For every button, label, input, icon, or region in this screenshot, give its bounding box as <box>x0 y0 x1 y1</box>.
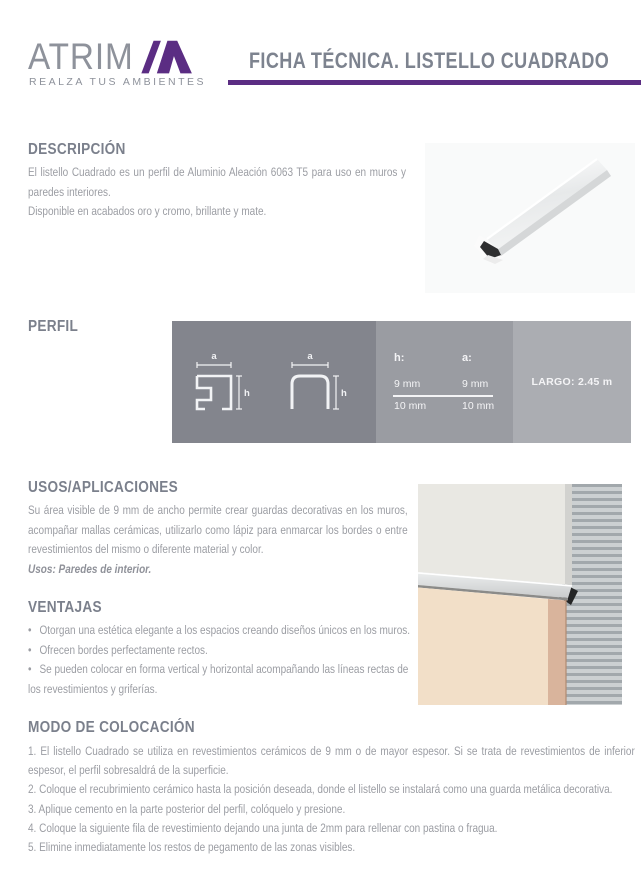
bullet-icon: • <box>28 642 32 657</box>
ventajas-bullet-2: Ofrecen bordes perfectamente rectos. <box>39 642 208 657</box>
dim-label-a-2: a <box>307 351 313 362</box>
largo-value: LARGO: 2.45 m <box>531 376 613 388</box>
descripcion-paragraph-1: El listello Cuadrado es un perfil de Aluminio Aleación 6063 T5 para uso en muros y paredes interiores. <box>28 165 407 199</box>
section-heading-perfil: PERFIL <box>28 318 79 335</box>
list-item <box>28 621 415 641</box>
modo-step-5: 5. Elimine inmediatamente los restos de pegamento de las zonas visibles. <box>28 840 356 855</box>
descripcion-paragraph-2: Disponible en acabados oro y cromo, brillante y mate. <box>28 204 267 218</box>
section-heading-ventajas: VENTAJAS <box>28 599 102 616</box>
brand-logo <box>28 36 193 78</box>
perfil-panel <box>172 321 631 443</box>
list-item <box>28 660 415 699</box>
ventajas-list <box>28 621 415 699</box>
brand-tagline: REALZA TUS AMBIENTES <box>29 76 207 88</box>
dim-a-value-1: 9 mm <box>462 378 489 390</box>
title-underline <box>228 80 641 85</box>
dim-label-a-1: a <box>211 351 217 362</box>
dim-label-h-2: h <box>341 388 347 399</box>
modo-step-2: 2. Coloque el recubrimiento cerámico hasta la posición deseada, donde el listello se instalará como una guarda metálica decorativa. <box>28 782 613 797</box>
modo-steps <box>28 742 635 857</box>
section-heading-descripcion: DESCRIPCIÓN <box>28 141 126 158</box>
dimension-divider-line <box>393 395 493 397</box>
usos-paragraph: Su área visible de 9 mm de ancho permite crear guardas decorativas en los muros, acompañar mallas cerámicas, utilizarlo como lápiz para enmarcar los bordes o entre revestimientos del mismo o diferente material y color. <box>28 503 408 556</box>
brand-wordmark: ATRIM <box>28 36 134 77</box>
descripcion-body <box>28 163 406 222</box>
bullet-icon: • <box>28 623 32 637</box>
product-photo-listello <box>425 143 635 293</box>
ventajas-bullet-1: Otorgan una estética elegante a los espacios creando diseños únicos en los muros. <box>39 623 411 637</box>
dim-col-h-label: h: <box>394 352 405 364</box>
page-title: FICHA TÉCNICA. LISTELLO CUADRADO <box>249 48 610 73</box>
section-heading-usos: USOS/APLICACIONES <box>28 479 179 496</box>
dim-h-value-2: 10 mm <box>394 400 427 412</box>
atrim-logo-icon <box>141 38 193 76</box>
perfil-diagram-box <box>172 321 376 443</box>
ventajas-bullet-3: Se pueden colocar en forma vertical y horizontal acompañando las líneas rectas de los revestimientos y griferías. <box>28 662 409 696</box>
dim-h-value-1: 9 mm <box>394 378 421 390</box>
usos-body <box>28 501 408 579</box>
application-photo-tiles <box>418 484 622 705</box>
bullet-icon: • <box>28 662 32 676</box>
dim-col-a-label: a: <box>462 352 472 364</box>
list-item <box>28 641 415 661</box>
usos-emphasis: Usos: Paredes de interior. <box>28 561 152 576</box>
dim-a-value-2: 10 mm <box>462 400 495 412</box>
dim-label-h-1: h <box>244 388 250 399</box>
modo-step-1: 1. El listello Cuadrado se utiliza en revestimientos cerámicos de 9 mm o de mayor espesor. Si se trata de revestimientos de inferior espesor, el perfil sobresaldrá de la superficie. <box>28 744 635 778</box>
modo-step-4: 4. Coloque la siguiente fila de revestimiento dejando una junta de 2mm para rellenar con pastina o fragua. <box>28 820 498 835</box>
profile-cross-section-diagrams <box>172 321 376 443</box>
section-heading-modo: MODO DE COLOCACIÓN <box>28 719 195 736</box>
modo-step-3: 3. Aplique cemento en la parte posterior del perfil, colóquelo y presione. <box>28 801 346 816</box>
perfil-dimensions-box <box>376 321 513 443</box>
perfil-largo-box <box>513 321 631 443</box>
